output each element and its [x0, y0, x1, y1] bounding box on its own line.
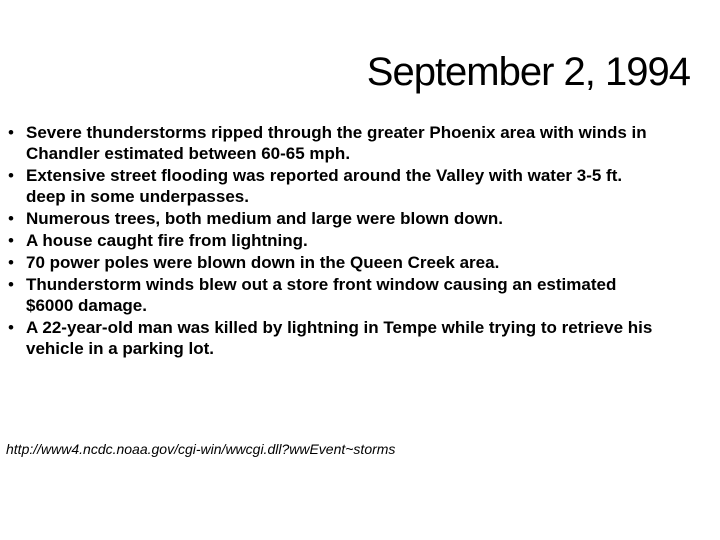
slide-title: September 2, 1994: [366, 50, 690, 94]
bullet-item: • Thunderstorm winds blew out a store front window causing an estimated $6000 damage.: [6, 274, 656, 316]
bullet-item: • A 22-year-old man was killed by lightning in Tempe while trying to retrieve his vehicle in a parking lot.: [6, 317, 656, 359]
bullet-list: [6, 122, 656, 360]
source-url: http://www4.ncdc.noaa.gov/cgi-win/wwcgi.dll?wwEvent~storms: [6, 441, 396, 457]
bullet-item: • 70 power poles were blown down in the Queen Creek area.: [6, 252, 656, 273]
bullet-item: • Extensive street flooding was reported around the Valley with water 3-5 ft. deep in some underpasses.: [6, 165, 656, 207]
bullet-item: • Severe thunderstorms ripped through the greater Phoenix area with winds in Chandler estimated between 60-65 mph.: [6, 122, 656, 164]
bullet-item: • Numerous trees, both medium and large were blown down.: [6, 208, 656, 229]
bullet-item: • A house caught fire from lightning.: [6, 230, 656, 251]
